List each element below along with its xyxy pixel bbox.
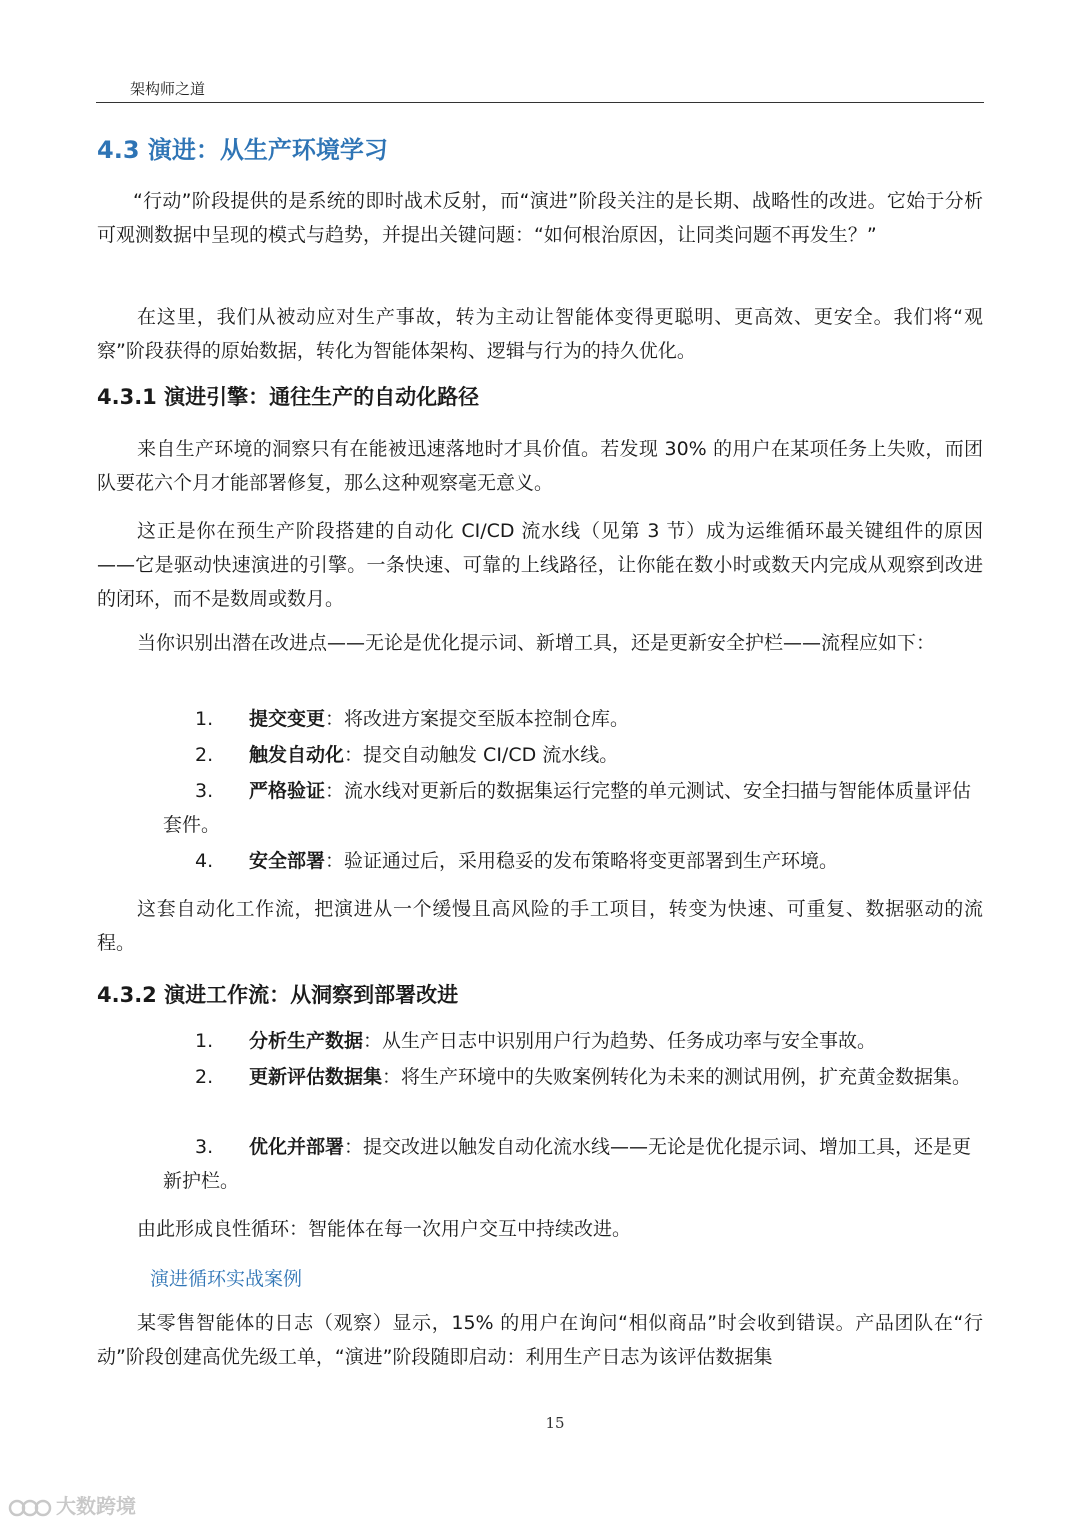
list-item — [163, 702, 983, 736]
list-number: 3. — [195, 780, 214, 802]
s431-paragraph-2: 这正是你在预生产阶段搭建的自动化 CI/CD 流水线（见第 3 节）成为运维循环最关键组件的原因——它是驱动快速演进的引擎。一条快速、可靠的上线路径，让你能在数小时或数天内完成从观察到改进的闭环，而不是数周或数月。 — [97, 520, 983, 610]
watermark-logo-icon — [8, 1496, 52, 1520]
running-header: 架构师之道 — [130, 80, 206, 98]
list-item — [163, 738, 983, 772]
list-label: 提交变更 — [249, 708, 326, 730]
case-paragraph-1: 某零售智能体的日志（观察）显示，15% 的用户在询问“相似商品”时会收到错误。产品团队在“行动”阶段创建高优先级工单，“演进”阶段随即启动：利用生产日志为该评估数据集 — [97, 1312, 983, 1368]
intro-paragraph-1: “行动”阶段提供的是系统的即时战术反射，而“演进”阶段关注的是长期、战略性的改进。它始于分析可观测数据中呈现的模式与趋势，并提出关键问题：“如何根治原因，让同类问题不再发生？” — [97, 190, 983, 246]
s432-paragraph-1: 由此形成良性循环：智能体在每一次用户交互中持续改进。 — [137, 1218, 632, 1240]
s431-paragraph-3: 当你识别出潜在改进点——无论是优化提示词、新增工具，还是更新安全护栏——流程应如下： — [137, 632, 936, 654]
intro-paragraph-2: 在这里，我们从被动应对生产事故，转为主动让智能体变得更聪明、更高效、更安全。我们将“观察”阶段获得的原始数据，转化为智能体架构、逻辑与行为的持久优化。 — [97, 306, 983, 362]
watermark — [8, 1490, 136, 1520]
list-label: 触发自动化 — [249, 744, 345, 766]
list-text: ：将改进方案提交至版本控制仓库。 — [325, 708, 630, 730]
page-number: 15 — [545, 1414, 565, 1432]
list-label: 严格验证 — [249, 780, 326, 802]
list-text: ：提交自动触发 CI/CD 流水线。 — [344, 744, 619, 766]
list-number: 4. — [195, 850, 214, 872]
watermark-text: 大数跨境 — [56, 1494, 136, 1518]
list-item — [163, 774, 983, 842]
list-item — [163, 844, 983, 878]
list-text: ：提交改进以触发自动化流水线——无论是优化提示词、增加工具，还是更新护栏。 — [163, 1136, 972, 1192]
case-study-title: 演进循环实战案例 — [150, 1268, 303, 1290]
s431-paragraph-4: 这套自动化工作流，把演进从一个缓慢且高风险的手工项目，转变为快速、可重复、数据驱动的流程。 — [97, 898, 983, 954]
list-label: 优化并部署 — [249, 1136, 345, 1158]
list-label: 更新评估数据集 — [249, 1066, 383, 1088]
list-item — [163, 1130, 983, 1198]
list-text: ：验证通过后，采用稳妥的发布策略将变更部署到生产环境。 — [325, 850, 839, 872]
list-number: 1. — [195, 1030, 214, 1052]
subsection-heading-432: 4.3.2 演进工作流：从洞察到部署改进 — [97, 983, 459, 1007]
header-divider — [96, 102, 984, 103]
subsection-heading-431: 4.3.1 演进引擎：通往生产的自动化路径 — [97, 385, 480, 409]
list-text: ：从生产日志中识别用户行为趋势、任务成功率与安全事故。 — [363, 1030, 877, 1052]
section-heading: 4.3 演进：从生产环境学习 — [97, 136, 388, 164]
list-label: 分析生产数据 — [249, 1030, 364, 1052]
s431-paragraph-1: 来自生产环境的洞察只有在能被迅速落地时才具价值。若发现 30% 的用户在某项任务上失败，而团队要花六个月才能部署修复，那么这种观察毫无意义。 — [97, 438, 983, 494]
list-number: 2. — [195, 1066, 214, 1088]
list-number: 2. — [195, 744, 214, 766]
list-item — [163, 1060, 983, 1094]
list-number: 3. — [195, 1136, 214, 1158]
list-label: 安全部署 — [249, 850, 326, 872]
list-text: ：流水线对更新后的数据集运行完整的单元测试、安全扫描与智能体质量评估套件。 — [163, 780, 972, 836]
list-text: ：将生产环境中的失败案例转化为未来的测试用例，扩充黄金数据集。 — [382, 1066, 972, 1088]
list-number: 1. — [195, 708, 214, 730]
list-item — [163, 1024, 983, 1058]
